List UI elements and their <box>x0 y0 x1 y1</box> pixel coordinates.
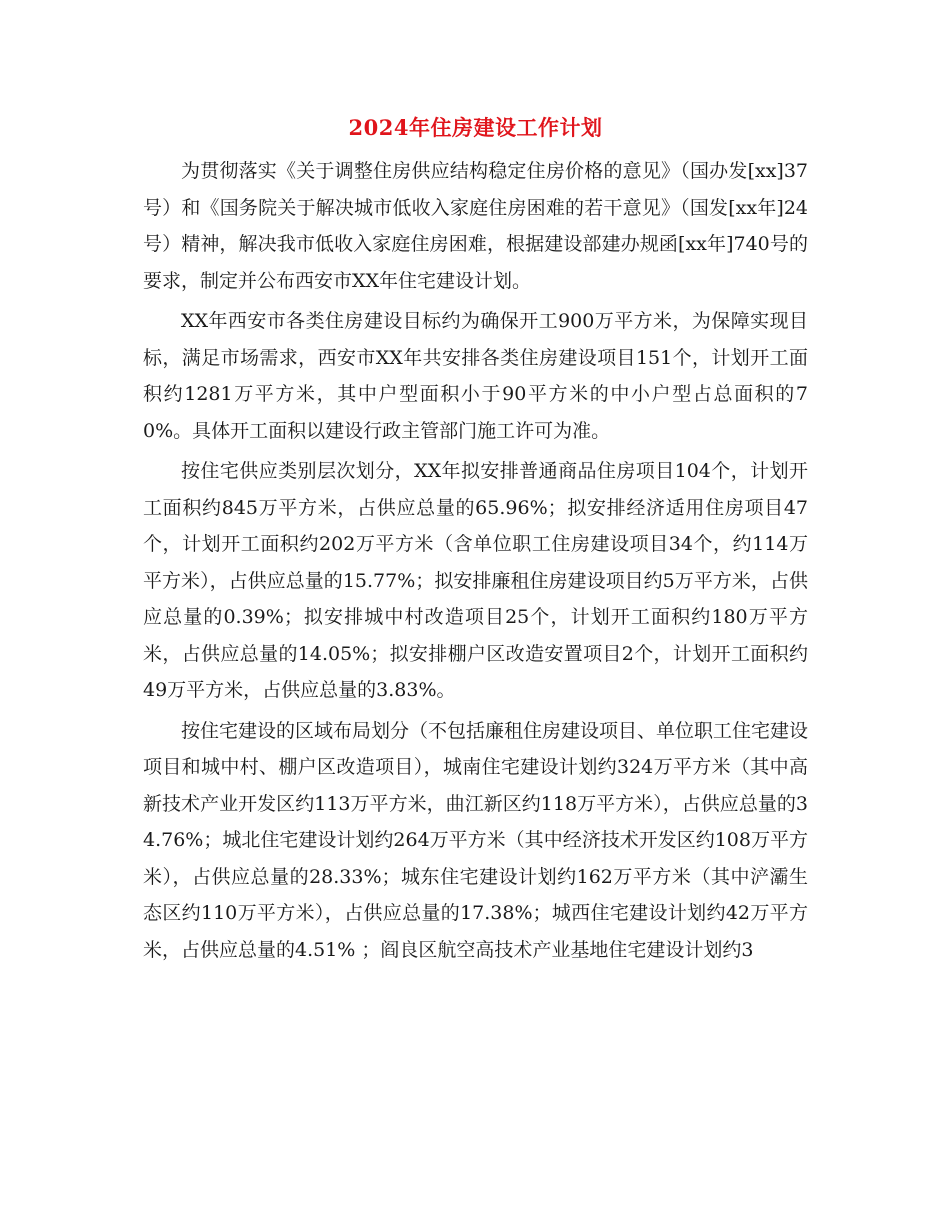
paragraph-construction-target: XX年西安市各类住房建设目标约为确保开工900万平方米，为保障实现目标，满足市场需求，西安市XX年共安排各类住房建设项目151个，计划开工面积约1281万平方米，其中户型面积小于90平方米的中小户型占总面积的70%。具体开工面积以建设行政主管部门施工许可为准。 <box>143 310 808 442</box>
document-page <box>143 110 808 972</box>
paragraph-supply-category: 按住宅供应类别层次划分，XX年拟安排普通商品住房项目104个，计划开工面积约845万平方米，占供应总量的65.96%；拟安排经济适用住房项目47个，计划开工面积约202万平方米（含单位职工住房建设项目34个，约114万平方米），占供应总量的15.77%；拟安排廉租住房建设项目约5万平方米，占供应总量的0.39%；拟安排城中村改造项目25个，计划开工面积约180万平方米，占供应总量的14.05%；拟安排棚户区改造安置项目2个，计划开工面积约49万平方米，占供应总量的3.83%。 <box>143 460 808 701</box>
paragraph-regional-layout: 按住宅建设的区域布局划分（不包括廉租住房建设项目、单位职工住宅建设项目和城中村、棚户区改造项目），城南住宅建设计划约324万平方米（其中高新技术产业开发区约113万平方米，曲江新区约118万平方米），占供应总量的34.76%；城北住宅建设计划约264万平方米（其中经济技术开发区约108万平方米），占供应总量的28.33%；城东住宅建设计划约162万平方米（其中浐灞生态区约110万平方米），占供应总量的17.38%；城西住宅建设计划约42万平方米，占供应总量的4.51% ；阎良区航空高技术产业基地住宅建设计划约3 <box>143 719 809 961</box>
paragraph-policy-basis: 为贯彻落实《关于调整住房供应结构稳定住房价格的意见》（国办发[xx]37号）和《国务院关于解决城市低收入家庭住房困难的若干意见》（国发[xx年]24号）精神，解决我市低收入家庭住房困难，根据建设部建办规函[xx年]740号的要求，制定并公布西安市XX年住宅建设计划。 <box>143 160 808 292</box>
document-title: 2024年住房建设工作计划 <box>348 115 603 140</box>
